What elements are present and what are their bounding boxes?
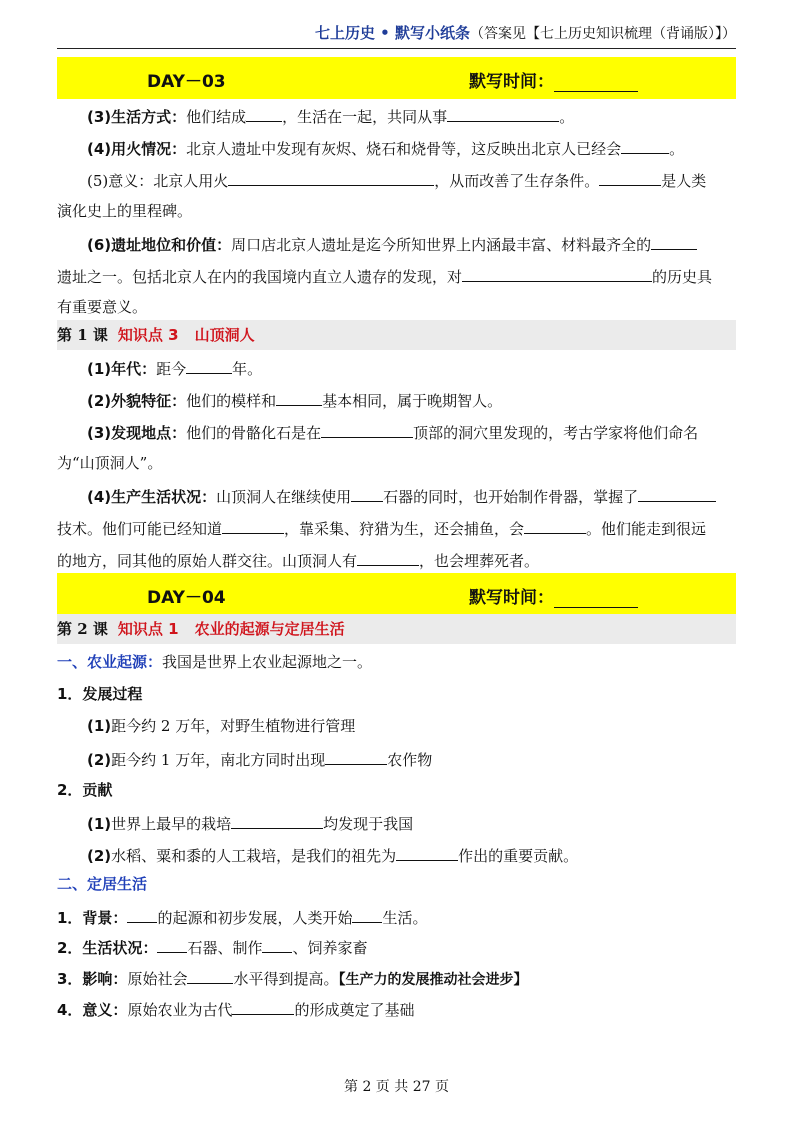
blank[interactable]	[157, 936, 187, 953]
impact-line: 3．影响：原始社会 水平得到提高。【生产力的发展推动社会进步】	[57, 967, 736, 990]
blank[interactable]	[246, 105, 282, 122]
day-04-banner	[57, 573, 736, 615]
blank[interactable]	[262, 936, 292, 953]
contribution-heading: 2．贡献	[57, 781, 113, 799]
blank[interactable]	[321, 421, 413, 438]
blank[interactable]	[187, 967, 233, 984]
day-03-banner	[57, 57, 736, 99]
living-status-line: 2．生活状况： 石器、制作 、饲养家畜	[57, 936, 736, 958]
era-line: (1)年代：距今 年。	[57, 357, 736, 379]
blank[interactable]	[352, 906, 382, 923]
text-line: (2)距今约 1 万年，南北方同时出现 农作物	[57, 748, 736, 770]
page-header	[315, 22, 736, 43]
text-line: 的地方，同其他的原始人群交往。山顶洞人有 ，也会埋葬死者。	[57, 549, 736, 571]
blank[interactable]	[638, 485, 716, 502]
day-03-label: DAY－03	[147, 72, 226, 92]
text-line: 有重要意义。	[57, 298, 148, 316]
appearance-line: (2)外貌特征：他们的模样和 基本相同，属于晚期智人。	[57, 389, 736, 411]
dictation-time-blank[interactable]	[554, 74, 638, 92]
living-style-line: (3)生活方式：他们结成 ，生活在一起，共同从事 。	[57, 105, 736, 127]
blank[interactable]	[351, 485, 383, 502]
blank[interactable]	[232, 998, 294, 1015]
lesson-2-kp1-bar: 第 2 课 知识点 1 农业的起源与定居生活	[57, 614, 736, 644]
blank[interactable]	[231, 812, 323, 829]
site-value-line: (6)遗址地位和价值：周口店北京人遗址是迄今所知世界上内涵最丰富、材料最齐全的	[57, 233, 736, 255]
blank[interactable]	[599, 169, 661, 186]
blank[interactable]	[447, 105, 559, 122]
text-line: (1)世界上最早的栽培 均发现于我国	[57, 812, 736, 834]
blank[interactable]	[222, 517, 284, 534]
production-line: (4)生产生活状况：山顶洞人在继续使用 石器的同时，也开始制作骨器，掌握了	[57, 485, 736, 507]
discovery-line: (3)发现地点：他们的骨骼化石是在 顶部的洞穴里发现的，考古学家将他们命名	[57, 421, 736, 443]
background-line: 1．背景： 的起源和初步发展，人类开始 生活。	[57, 906, 736, 928]
text-line: (2)水稻、粟和黍的人工栽培，是我们的祖先为 作出的重要贡献。	[57, 844, 736, 866]
text-line: 技术。他们可能已经知道 ，靠采集、狩猎为生，还会捕鱼，会 。他们能走到很远	[57, 517, 736, 539]
text-line: 演化史上的里程碑。	[57, 202, 193, 220]
header-divider	[57, 48, 736, 49]
blank[interactable]	[325, 748, 387, 765]
dictation-time-03: 默写时间：	[469, 67, 638, 92]
blank[interactable]	[186, 357, 232, 374]
text-line: 遗址之一。包括北京人在内的我国境内直立人遗存的发现，对 的历史具	[57, 265, 736, 287]
blank[interactable]	[651, 233, 697, 250]
text-line: (1)距今约 2 万年，对野生植物进行管理	[87, 717, 356, 735]
blank[interactable]	[462, 265, 652, 282]
text-line: 为“山顶洞人”。	[57, 454, 163, 472]
blank[interactable]	[621, 137, 669, 154]
blank[interactable]	[357, 549, 419, 566]
fire-meaning-line: (5)意义：北京人用火 ，从而改善了生存条件。 是人类	[57, 169, 736, 191]
dev-process-heading: 1．发展过程	[57, 685, 143, 703]
fire-use-line: (4)用火情况：北京人遗址中发现有灰烬、烧石和烧骨等，这反映出北京人已经会 。	[57, 137, 736, 159]
settled-life-heading: 二、定居生活	[57, 875, 148, 893]
blank[interactable]	[228, 169, 434, 186]
blank[interactable]	[276, 389, 322, 406]
dictation-time-blank[interactable]	[554, 590, 638, 608]
agri-origin-line: 一、农业起源：我国是世界上农业起源地之一。	[57, 653, 373, 671]
significance-line: 4．意义：原始农业为古代 的形成奠定了基础	[57, 998, 736, 1020]
day-04-label: DAY－04	[147, 588, 226, 608]
blank[interactable]	[524, 517, 586, 534]
page-number: 第 2 页 共 27 页	[344, 1079, 449, 1095]
blank[interactable]	[396, 844, 458, 861]
dictation-time-04: 默写时间：	[469, 583, 638, 608]
header-answer-note: （答案见【七上历史知识梳理（背诵版）】）	[470, 26, 736, 42]
lesson-1-kp3-bar: 第 1 课 知识点 3 山顶洞人	[57, 320, 736, 350]
header-title: 七上历史 • 默写小纸条	[314, 24, 470, 42]
blank[interactable]	[127, 906, 157, 923]
